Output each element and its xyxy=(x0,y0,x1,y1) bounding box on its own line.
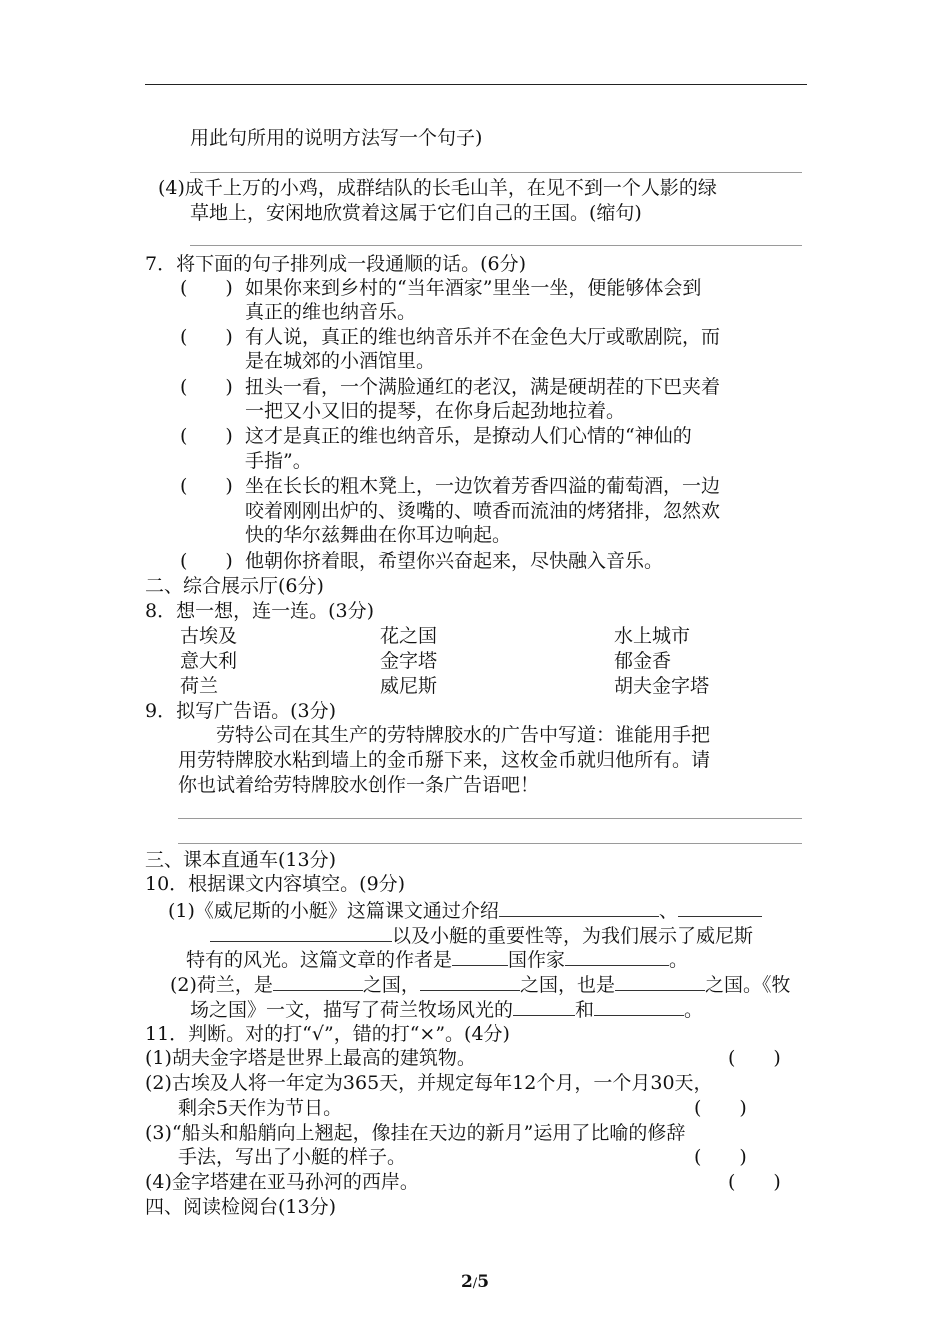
q9-title: 9．拟写广告语。(3分) xyxy=(145,700,337,722)
page-current: 2 xyxy=(460,1272,473,1292)
q8-title: 8．想一想，连一连。(3分) xyxy=(145,600,375,622)
page-separator: / xyxy=(472,1276,478,1291)
q10-p1-text: 以及小艇的重要性等，为我们展示了威尼斯 xyxy=(392,925,754,947)
page-number xyxy=(0,1272,950,1292)
q7-paren-5[interactable]: ( ) xyxy=(180,475,233,497)
q9-line1: 劳特公司在其生产的劳特牌胶水的广告中写道：谁能用手把 xyxy=(216,724,711,746)
fill-blank[interactable] xyxy=(273,972,363,991)
q10-p1-text: 。 xyxy=(669,949,689,971)
q7-paren-2[interactable]: ( ) xyxy=(180,326,233,348)
q7-paren-3[interactable]: ( ) xyxy=(180,376,233,398)
q10-p2-line1 xyxy=(170,972,790,997)
q7-s3-line1: 扭头一看，一个满脸通红的老汉，满是硬胡茬的下巴夹着 xyxy=(245,376,721,398)
q8-col2-item[interactable]: 威尼斯 xyxy=(380,675,438,697)
q6-item4-line1: (4)成千上万的小鸡，成群结队的长毛山羊，在见不到一个人影的绿 xyxy=(158,177,717,199)
header-rule xyxy=(145,84,807,85)
fill-blank[interactable] xyxy=(678,898,762,917)
q11-title: 11．判断。对的打“√”，错的打“×”。(4分) xyxy=(145,1023,510,1045)
q8-col1-item[interactable]: 荷兰 xyxy=(180,675,219,697)
q7-paren-6[interactable]: ( ) xyxy=(180,550,233,572)
q10-p2-text: 场之国》一文，描写了荷兰牧场风光的 xyxy=(190,999,514,1021)
q8-col2-item[interactable]: 金字塔 xyxy=(380,650,438,672)
q8-col1-item[interactable]: 古埃及 xyxy=(180,625,238,647)
q7-paren-4[interactable]: ( ) xyxy=(180,425,233,447)
q7-s5-line2: 咬着刚刚出炉的、烫嘴的、喷香而流油的烤猪排，忽然欢 xyxy=(245,500,721,522)
q9-line2: 用劳特牌胶水粘到墙上的金币掰下来，这枚金币就归他所有。请 xyxy=(178,749,711,771)
fill-blank[interactable] xyxy=(565,947,669,966)
q7-s3-line2: 一把又小又旧的提琴，在你身后起劲地拉着。 xyxy=(245,400,626,422)
fill-blank[interactable] xyxy=(513,997,575,1016)
q10-p2-text: 之国。《牧 xyxy=(704,974,791,996)
q7-paren-1[interactable]: ( ) xyxy=(180,277,233,299)
q6-item4-line2: 草地上，安闲地欣赏着这属于它们自己的王国。(缩句) xyxy=(190,202,642,224)
q7-title: 7．将下面的句子排列成一段通顺的话。(6分) xyxy=(145,253,527,275)
q10-p2-text: 和 xyxy=(575,999,595,1021)
section-2-title: 二、综合展示厅(6分) xyxy=(145,575,324,597)
q10-p1-line3 xyxy=(186,947,688,972)
q10-p1-sep: 、 xyxy=(658,900,678,922)
q7-s5-line3: 快的华尔兹舞曲在你耳边响起。 xyxy=(245,524,512,546)
q11-paren-3[interactable]: ( ) xyxy=(694,1146,747,1168)
q7-s1-line2: 真正的维也纳音乐。 xyxy=(245,301,417,323)
page-total: 5 xyxy=(477,1272,490,1292)
q9-line3: 你也试着给劳特牌胶水创作一条广告语吧！ xyxy=(178,774,540,796)
q10-p1-text: 特有的风光。这篇文章的作者是 xyxy=(186,949,453,971)
q10-p1-text: (1)《威尼斯的小艇》这篇课文通过介绍 xyxy=(168,900,499,922)
q8-col3-item[interactable]: 水上城市 xyxy=(614,625,691,647)
answer-line[interactable] xyxy=(178,843,802,844)
q10-title: 10．根据课文内容填空。(9分) xyxy=(145,873,406,895)
q11-item1: (1)胡夫金字塔是世界上最高的建筑物。 xyxy=(145,1047,476,1069)
q11-item2-line1: (2)古埃及人将一年定为365天，并规定每年12个月，一个月30天， xyxy=(145,1072,713,1094)
q8-col3-item[interactable]: 胡夫金字塔 xyxy=(614,675,710,697)
fill-blank[interactable] xyxy=(452,947,508,966)
q11-item3-line2: 手法，写出了小艇的样子。 xyxy=(178,1146,407,1168)
q10-p2-text: 。 xyxy=(684,999,704,1021)
section-4-title: 四、阅读检阅台(13分) xyxy=(145,1196,337,1218)
q10-p1-text: 国作家 xyxy=(508,949,566,971)
q7-s2-line1: 有人说，真正的维也纳音乐并不在金色大厅或歌剧院，而 xyxy=(245,326,721,348)
q10-p2-text: 之国， xyxy=(362,974,420,996)
q11-paren-1[interactable]: ( ) xyxy=(728,1047,781,1069)
q11-item4: (4)金字塔建在亚马孙河的西岸。 xyxy=(145,1171,419,1193)
q7-s4-line2: 手指”。 xyxy=(245,450,312,472)
section-3-title: 三、课本直通车(13分) xyxy=(145,849,337,871)
q7-s5-line1: 坐在长长的粗木凳上，一边饮着芳香四溢的葡萄酒，一边 xyxy=(245,475,721,497)
q6-item3-cont: 用此句所用的说明方法写一个句子) xyxy=(190,127,483,149)
q8-col3-item[interactable]: 郁金香 xyxy=(614,650,672,672)
q10-p2-line2 xyxy=(190,997,703,1022)
fill-blank[interactable] xyxy=(420,972,520,991)
answer-line[interactable] xyxy=(190,245,802,246)
q7-s6-line1: 他朝你挤着眼，希望你兴奋起来，尽快融入音乐。 xyxy=(245,550,664,572)
q8-col2-item[interactable]: 花之国 xyxy=(380,625,438,647)
q11-item2-line2: 剩余5天作为节日。 xyxy=(178,1097,343,1119)
q7-s1-line1: 如果你来到乡村的“当年酒家”里坐一坐，便能够体会到 xyxy=(245,277,702,299)
q7-s2-line2: 是在城郊的小酒馆里。 xyxy=(245,350,436,372)
fill-blank[interactable] xyxy=(615,972,705,991)
q8-col1-item[interactable]: 意大利 xyxy=(180,650,238,672)
answer-line[interactable] xyxy=(190,172,802,173)
q10-p2-text: (2)荷兰，是 xyxy=(170,974,273,996)
fill-blank[interactable] xyxy=(594,997,684,1016)
q10-p2-text: 之国，也是 xyxy=(519,974,615,996)
fill-blank[interactable] xyxy=(210,923,392,942)
q7-s4-line1: 这才是真正的维也纳音乐，是撩动人们心情的“神仙的 xyxy=(245,425,692,447)
q10-p1-line1 xyxy=(168,898,762,923)
q11-item3-line1: (3)“船头和船艄向上翘起，像挂在天边的新月”运用了比喻的修辞 xyxy=(145,1122,686,1144)
fill-blank[interactable] xyxy=(499,898,659,917)
q10-p1-line2 xyxy=(210,923,753,948)
q11-paren-2[interactable]: ( ) xyxy=(694,1097,747,1119)
answer-line[interactable] xyxy=(178,818,802,819)
q11-paren-4[interactable]: ( ) xyxy=(728,1171,781,1193)
